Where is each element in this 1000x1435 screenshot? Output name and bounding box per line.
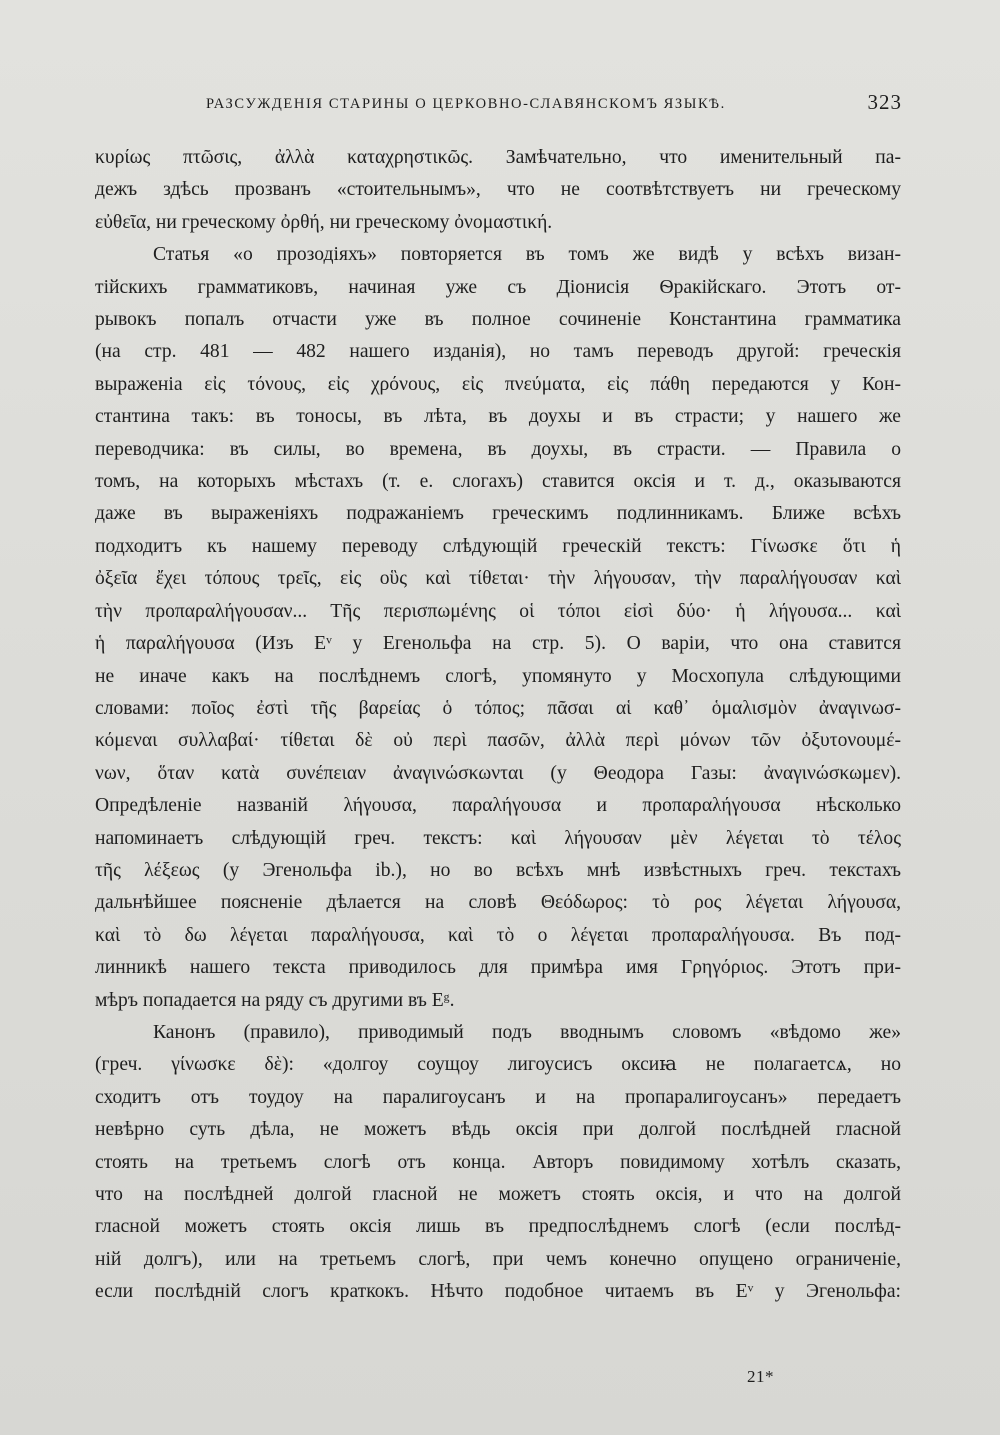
text-line: κόμεναι συλλαβαί· τίθεται δὲ οὐ περὶ πασῶν, ἀλλὰ περὶ μόνων τῶν ὀξυτονουμέ- — [95, 730, 901, 752]
text-line: словами: ποῖος ἐστὶ τῆς βαρείας ὁ τόπος; πᾶσαι αἱ καθ᾽ ὁμαλισμὸν ἀναγινωσ- — [95, 697, 901, 719]
text-line: что на послѣдней долгой гласной не можетъ стоять оксія, и что на долгой — [95, 1184, 901, 1205]
text-line: стоять на третьемъ слогѣ отъ конца. Авторъ повидимому хотѣлъ сказать, — [95, 1151, 901, 1173]
signature-mark: 21* — [747, 1367, 774, 1386]
text-line: νων, ὅταν κατὰ συνέπειαν ἀναγινώσκωνται (у Θеодора Газы: ἀναγινώσκωμεν). — [95, 762, 901, 784]
text-line: подходитъ къ нашему переводу слѣдующій греческій текстъ: Γίνωσκε ὅτι ἡ — [95, 535, 901, 557]
text-line: κυρίως πτῶσις, ἀλλὰ καταχρηστικῶς. Замѣчательно, что именительный па- — [95, 147, 901, 168]
text-line: Статья «о прозодіяхъ» повторяется въ томъ же видѣ у всѣхъ визан- — [153, 244, 901, 266]
running-head — [96, 90, 902, 120]
text-line: напоминаетъ слѣдующій греч. текстъ: καὶ λήγουσαν μὲν λέγεται τὸ τέλος — [95, 827, 901, 849]
text-line: дальнѣйшее поясненіе дѣлается на словѣ Θεόδωρος: τὸ ρος λέγεται λήγουσα, — [95, 892, 901, 914]
text-line: ній долгъ), или на третьемъ слогѣ, при чемъ конечно опущено ограниченіе, — [95, 1248, 901, 1270]
paragraph-3 — [95, 1017, 901, 1309]
text-line: тійскихъ грамматиковъ, начиная уже съ Діонисія Ѳракійскаго. Этотъ от- — [95, 276, 901, 298]
text-line: (на стр. 481 — 482 нашего изданія), но тамъ переводъ другой: греческія — [95, 341, 901, 363]
paragraph-2 — [95, 239, 901, 1017]
text-line: гласной можетъ стоять оксія лишь въ предпослѣднемъ слогѣ (если послѣд- — [95, 1216, 901, 1238]
text-line: томъ, на которыхъ мѣстахъ (т. е. слогахъ) ставится оксія и т. д., оказываются — [95, 471, 901, 493]
text-line: не иначе какъ на послѣднемъ слогѣ, упомянуто у Мосхопула слѣдующими — [95, 665, 901, 687]
text-line: мѣръ попадается на ряду съ другими въ Eᵍ. — [95, 989, 455, 1011]
text-line: невѣрно суть дѣла, не можетъ вѣдь оксія при долгой послѣдней гласной — [95, 1119, 901, 1141]
body-text — [95, 142, 901, 1309]
text-line: τὴν προπαραλήγουσαν... Τῆς περισπωμένης οἱ τόποι εἰσὶ δύο· ἡ λήγουσα... καὶ — [95, 600, 901, 622]
text-line: Канонъ (правило), приводимый подъ вводнымъ словомъ «вѣдомо же» — [153, 1021, 901, 1043]
text-line: выраженіа εἰς τόνους, εἰς χρόνους, εἰς πνεύματα, εἰς πάθη передаются у Кон- — [95, 373, 901, 395]
text-line: если послѣдній слогъ краткокъ. Нѣчто подобное читаемъ въ Eᵛ у Эгенольфа: — [95, 1281, 901, 1303]
text-line: καὶ τὸ δω λέγεται παραλήγουσα, καὶ τὸ ο λέγεται προπαραλήγουσα. Въ под- — [95, 924, 901, 946]
text-line: τῆς λέξεως (у Эгенольфа ib.), но во всѣхъ мнѣ извѣстныхъ греч. текстахъ — [95, 859, 902, 881]
text-line: линникѣ нашего текста приводилось для примѣра имя Γρηγόριος. Этотъ при- — [95, 957, 901, 979]
running-title: РАЗСУЖДЕНІЯ СТАРИНЫ О ЦЕРКОВНО-СЛАВЯНСКОМЪ ЯЗЫКѢ. — [206, 96, 726, 112]
text-line: переводчика: въ силы, во времена, въ доухы, въ страсти. — Правила о — [95, 438, 901, 460]
text-line: Опредѣленіе названій λήγουσα, παραλήγουσα и προπαραλήγουσα нѣсколько — [95, 795, 901, 817]
text-line: даже въ выраженіяхъ подражаніемъ греческимъ подлинникамъ. Ближе всѣхъ — [95, 503, 901, 525]
text-line: (греч. γίνωσκε δὲ): «долгоу соущоу лигоусисъ оксиꙗ не полагаетсѧ, но — [95, 1054, 901, 1076]
text-line: стантина такъ: въ тоносы, въ лѣта, въ доухы и въ страсти; у нашего же — [95, 406, 901, 428]
text-line: рывокъ попалъ отчасти уже въ полное сочиненіе Константина грамматика — [95, 309, 901, 331]
paragraph-1 — [95, 142, 901, 239]
text-line: εὐθεῖα, ни греческому ὀρθή, ни греческому ὀνομαστική. — [95, 211, 553, 233]
page-number: 323 — [867, 90, 902, 114]
text-line: дежъ здѣсь прозванъ «стоительнымъ», что не соотвѣтствуетъ ни греческому — [95, 179, 901, 201]
text-line: ὀξεῖα ἔχει τόπους τρεῖς, εἰς οὓς καὶ τίθεται· τὴν λήγουσαν, τὴν παραλήγουσαν καὶ — [95, 568, 901, 590]
text-line: ἡ παραλήγουσα (Изъ Eᵛ у Егенольфа на стр. 5). О варіи, что она ставится — [95, 633, 901, 655]
text-line: сходитъ отъ тоудоу на паралигоусанъ и на пропаралигоусанъ» передаетъ — [95, 1086, 901, 1108]
